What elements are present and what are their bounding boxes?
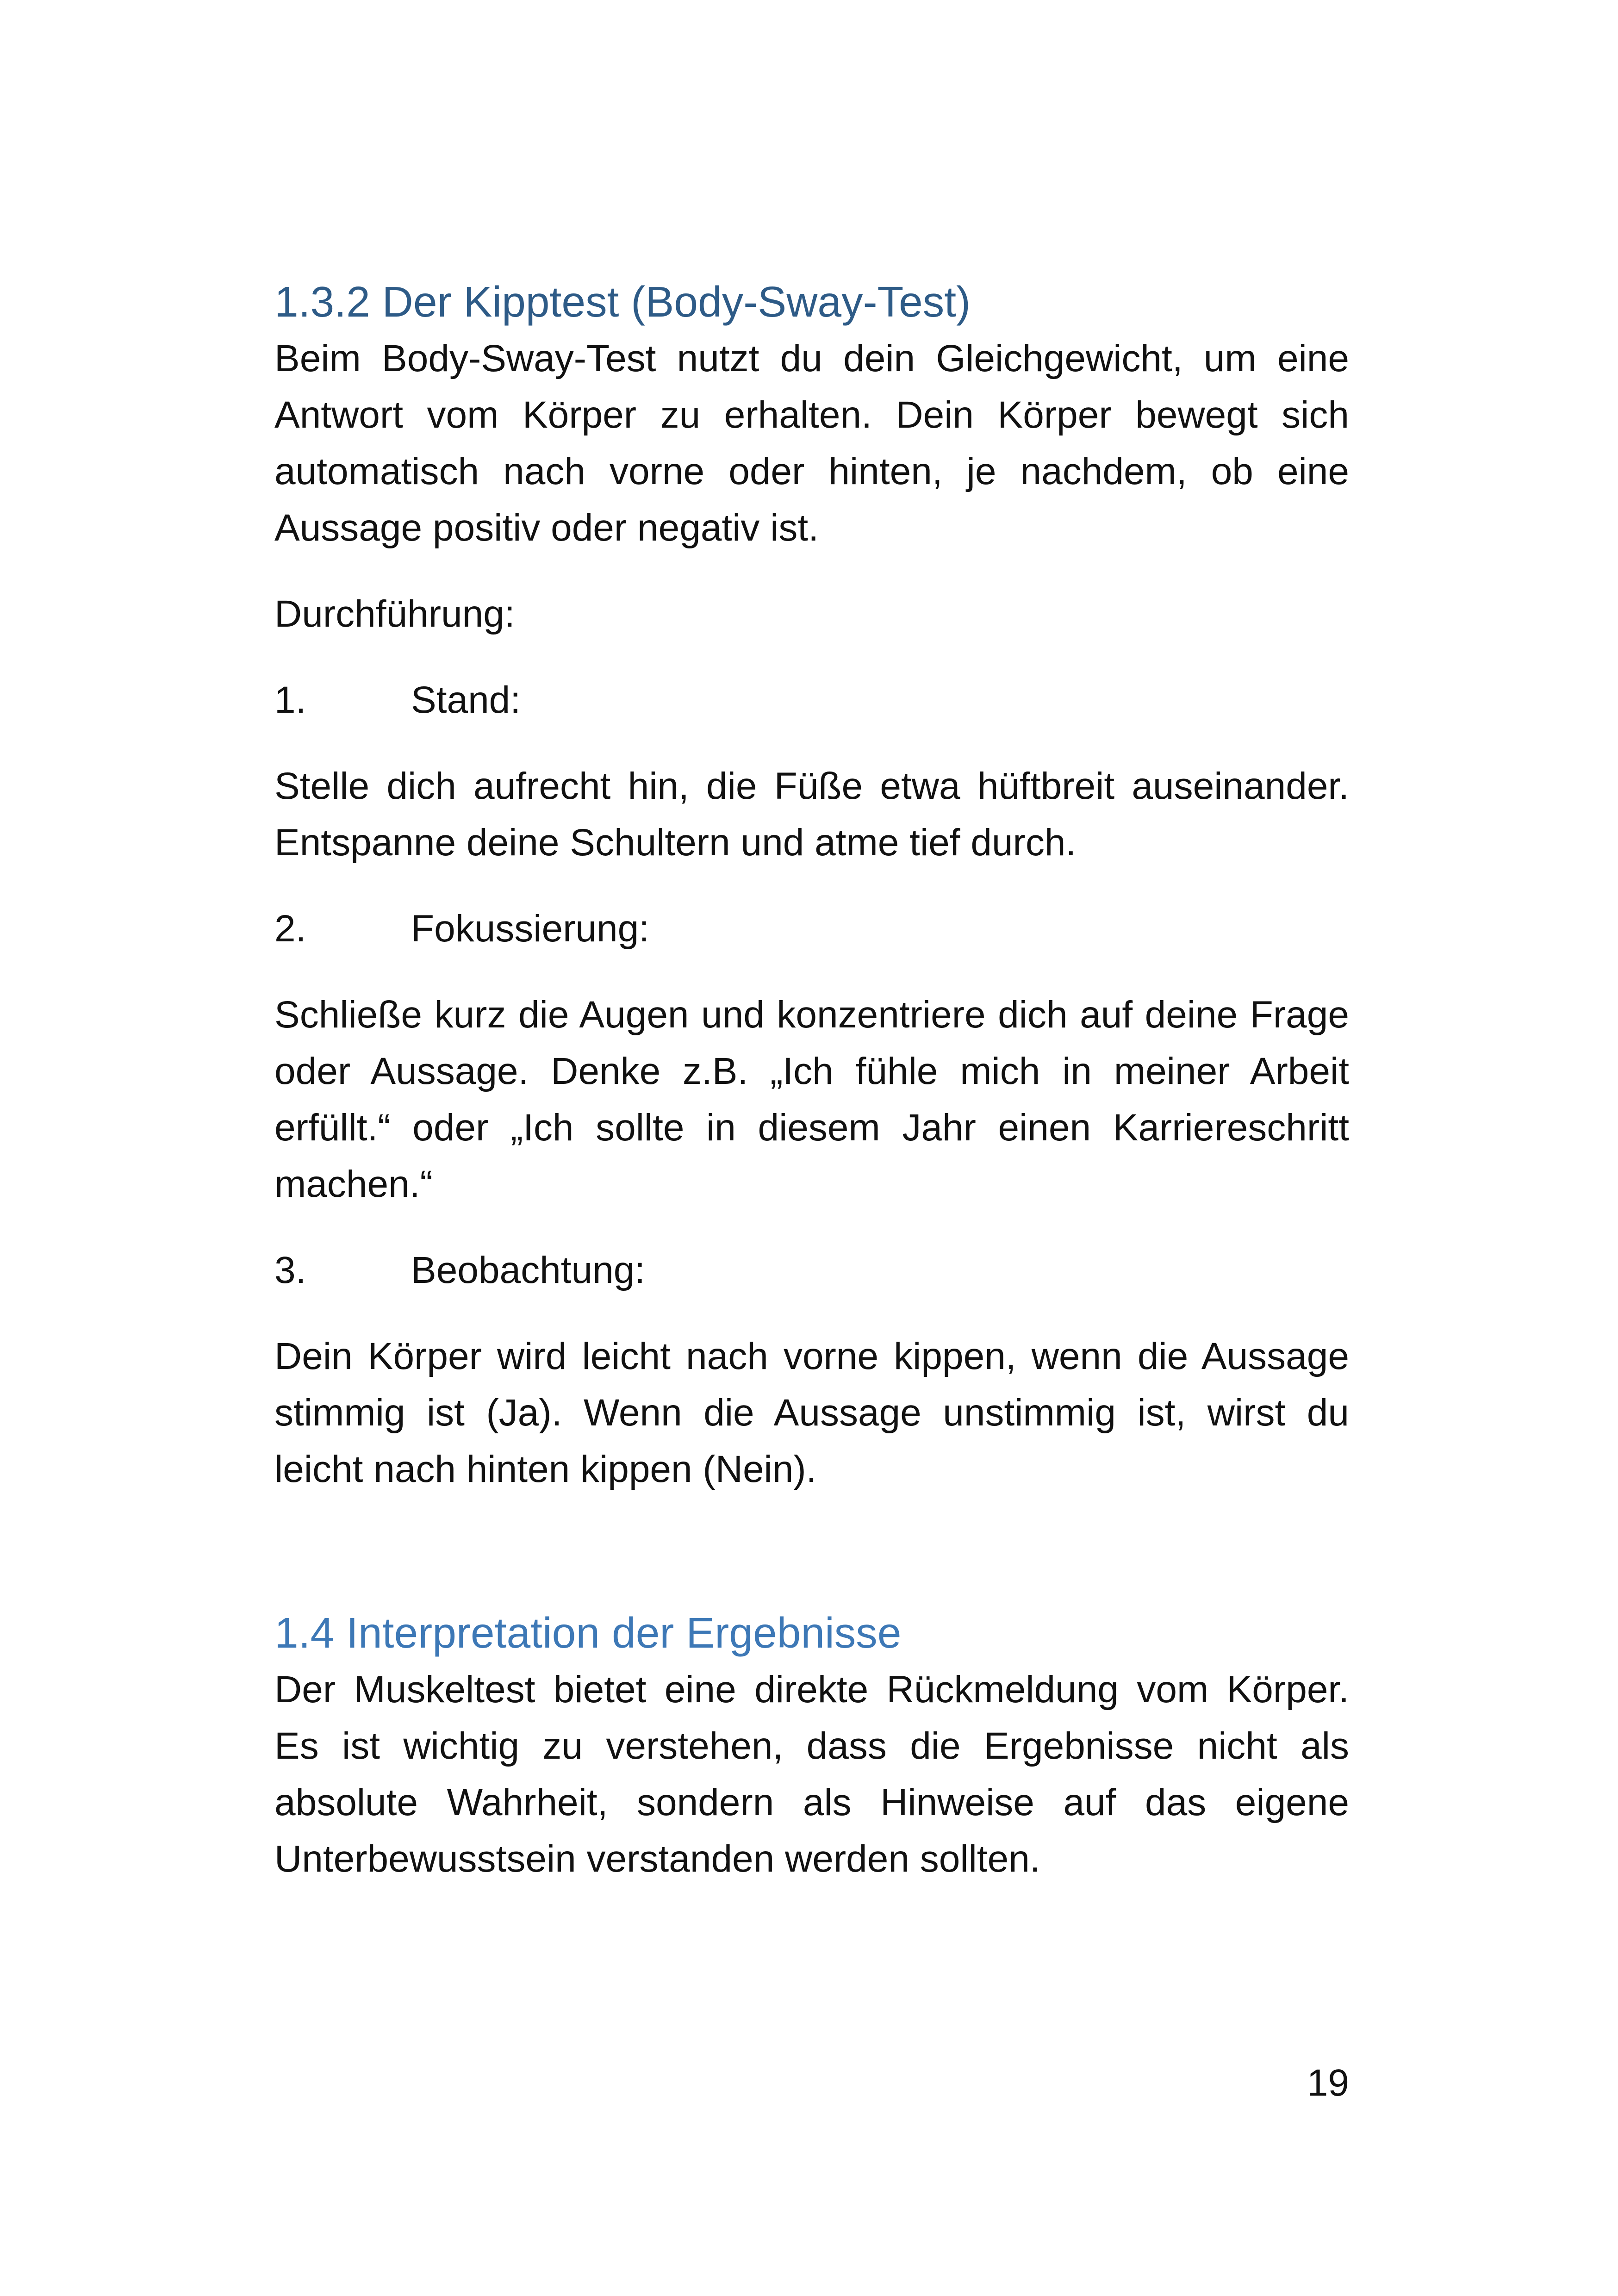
step-3-title: Beobachtung:: [411, 1249, 646, 1291]
interpretation-paragraph: Der Muskeltest bietet eine direkte Rückmeldung vom Körper. Es ist wichtig zu verstehen, dass die Ergebnisse nicht als absolute Wahrheit, sondern als Hinweise auf das eigene Unterbewusstsein verstanden werden sollten.: [274, 1668, 1349, 1880]
step-3-header: [274, 1242, 1349, 1299]
step-2-header: [274, 901, 1349, 957]
step-1-header: [274, 672, 1349, 728]
step-2-number: 2.: [274, 908, 306, 950]
page-number: 19: [1307, 2062, 1349, 2104]
step-1-text: Stelle dich aufrecht hin, die Füße etwa hüftbreit auseinander. Entspanne deine Schultern und atme tief durch.: [274, 765, 1349, 864]
step-2-text: Schließe kurz die Augen und konzentriere dich auf deine Frage oder Aussage. Denke z.B. „Ich fühle mich in meiner Arbeit erfüllt.“ oder „Ich sollte in diesem Jahr einen Karriereschritt machen.“: [274, 994, 1349, 1205]
step-3-text: Dein Körper wird leicht nach vorne kippen, wenn die Aussage stimmig ist (Ja). Wenn die Aussage unstimmig ist, wirst du leicht nach hinten kippen (Nein).: [274, 1335, 1349, 1490]
section-heading-interpretation: 1.4 Interpretation der Ergebnisse: [274, 1609, 902, 1657]
procedure-label: Durchführung:: [274, 593, 515, 635]
step-2-title: Fokussierung:: [411, 908, 650, 950]
page-content: [274, 273, 1349, 1887]
step-1-title: Stand:: [411, 679, 521, 721]
intro-paragraph: Beim Body-Sway-Test nutzt du dein Gleichgewicht, um eine Antwort vom Körper zu erhalten. Dein Körper bewegt sich automatisch nach vorne oder hinten, je nachdem, ob eine Aussage positiv oder negativ ist.: [274, 337, 1349, 549]
step-1-number: 1.: [274, 679, 306, 721]
step-3-number: 3.: [274, 1249, 306, 1291]
section-heading-kipptest: 1.3.2 Der Kipptest (Body-Sway-Test): [274, 278, 971, 326]
